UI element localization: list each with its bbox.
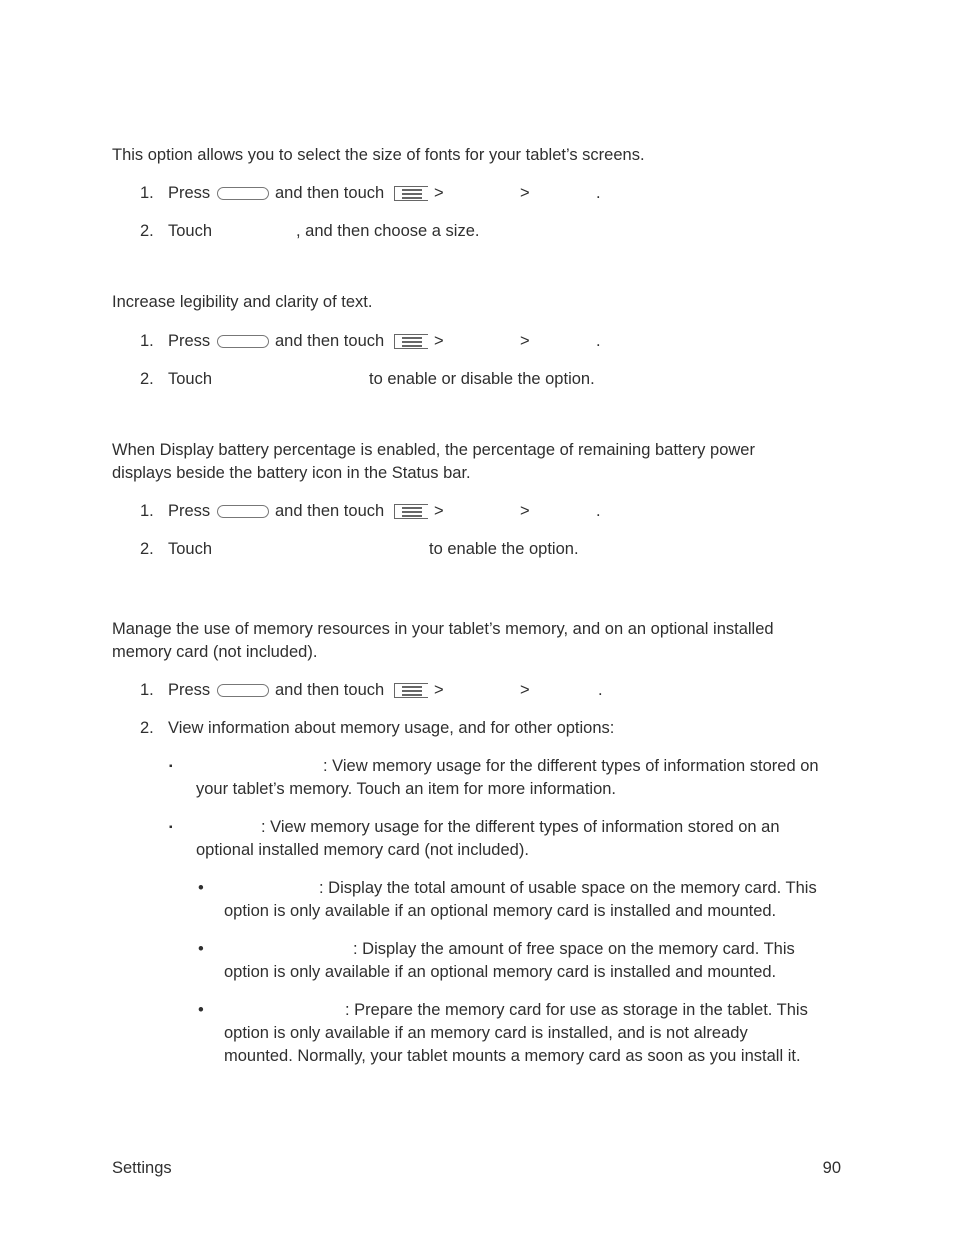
bullet-marker: ▪ <box>169 761 173 772</box>
step-number: 1. <box>140 681 154 699</box>
section-4-intro: memory card (not included). <box>112 643 318 661</box>
footer-section-name: Settings <box>112 1159 172 1177</box>
menu-key-icon <box>394 683 428 698</box>
bullet-text: optional installed memory card (not included). <box>196 841 529 859</box>
menu-key-icon <box>394 504 428 519</box>
step-separator: > <box>434 681 444 699</box>
bullet-text: your tablet’s memory. Touch an item for more information. <box>196 780 617 798</box>
subbullet-text: option is only available if an optional memory card is installed and mounted. <box>224 963 777 981</box>
subbullet-text: : Prepare the memory card for use as storage in the tablet. This <box>345 1001 808 1019</box>
step-text: View information about memory usage, and for other options: <box>168 719 615 737</box>
step-text: Press <box>168 184 211 202</box>
step-end: . <box>598 681 603 699</box>
footer-page-number: 90 <box>822 1159 841 1177</box>
step-separator: > <box>520 502 530 520</box>
step-number: 1. <box>140 502 154 520</box>
step-number: 2. <box>140 370 154 388</box>
menu-key-icon <box>394 334 428 349</box>
subbullet-text: option is only available if an optional memory card is installed and mounted. <box>224 902 777 920</box>
subbullet-text: : Display the total amount of usable space on the memory card. This <box>319 879 817 897</box>
home-key-icon <box>217 684 269 697</box>
bullet-marker: ▪ <box>169 822 173 833</box>
menu-key-icon <box>394 186 428 201</box>
step-text: Press <box>168 502 211 520</box>
bullet-text: : View memory usage for the different types of information stored on an <box>261 818 780 836</box>
step-separator: > <box>434 502 444 520</box>
step-text: Touch <box>168 222 213 240</box>
step-text: Touch <box>168 540 213 558</box>
step-text: and then touch <box>275 184 385 202</box>
step-number: 1. <box>140 184 154 202</box>
home-key-icon <box>217 505 269 518</box>
step-text: to enable the option. <box>429 540 579 558</box>
section-3-intro: displays beside the battery icon in the Status bar. <box>112 464 471 482</box>
home-key-icon <box>217 335 269 348</box>
step-text: Press <box>168 681 211 699</box>
section-3-intro: When Display battery percentage is enabled, the percentage of remaining battery power <box>112 441 755 459</box>
subbullet-text: : Display the amount of free space on the memory card. This <box>353 940 795 958</box>
step-number: 1. <box>140 332 154 350</box>
step-text: and then touch <box>275 681 385 699</box>
subbullet-text: option is only available if an memory card is installed, and is not already <box>224 1024 748 1042</box>
step-end: . <box>596 502 601 520</box>
subbullet-marker: • <box>198 879 204 897</box>
section-1-intro: This option allows you to select the size of fonts for your tablet’s screens. <box>112 146 645 164</box>
step-text: , and then choose a size. <box>296 222 480 240</box>
step-end: . <box>596 332 601 350</box>
subbullet-text: mounted. Normally, your tablet mounts a memory card as soon as you install it. <box>224 1047 801 1065</box>
home-key-icon <box>217 187 269 200</box>
step-number: 2. <box>140 540 154 558</box>
step-separator: > <box>520 184 530 202</box>
step-text: and then touch <box>275 502 385 520</box>
step-number: 2. <box>140 222 154 240</box>
step-separator: > <box>520 681 530 699</box>
step-end: . <box>596 184 601 202</box>
step-number: 2. <box>140 719 154 737</box>
bullet-text: : View memory usage for the different types of information stored on <box>323 757 819 775</box>
section-2-intro: Increase legibility and clarity of text. <box>112 293 373 311</box>
step-text: to enable or disable the option. <box>369 370 595 388</box>
step-separator: > <box>434 332 444 350</box>
subbullet-marker: • <box>198 1001 204 1019</box>
step-separator: > <box>434 184 444 202</box>
step-text: Press <box>168 332 211 350</box>
step-separator: > <box>520 332 530 350</box>
step-text: and then touch <box>275 332 385 350</box>
step-text: Touch <box>168 370 213 388</box>
section-4-intro: Manage the use of memory resources in your tablet’s memory, and on an optional installed <box>112 620 774 638</box>
subbullet-marker: • <box>198 940 204 958</box>
